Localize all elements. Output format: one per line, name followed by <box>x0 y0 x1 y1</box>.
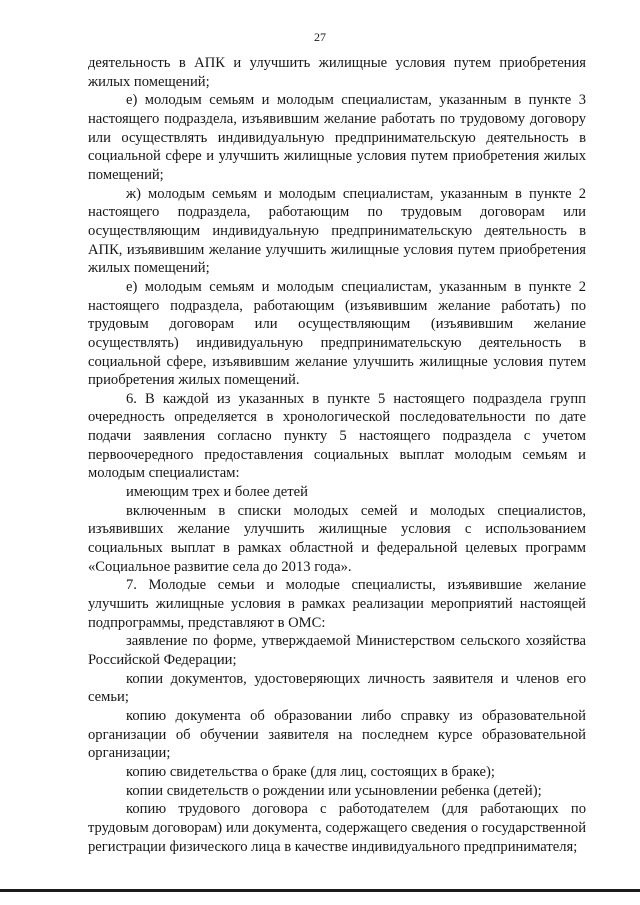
paragraph-birth-certificates: копии свидетельств о рождении или усыновлении ребенка (детей); <box>126 782 542 799</box>
paragraph-clause-7: 7. Молодые семьи и молодые специалисты, изъявившие желание улучшить жилищные условия в рамках реализации мероприятий настоящей подпрограммы, представляют в ОМС: <box>88 577 586 631</box>
paragraph-three-children: имеющим трех и более детей <box>126 484 308 501</box>
document-body <box>88 54 586 856</box>
bottom-rule <box>0 889 640 892</box>
paragraph-marriage-certificate: копию свидетельства о браке (для лиц, состоящих в браке); <box>126 763 495 780</box>
paragraph-application-form: заявление по форме, утверждаемой Министерством сельского хозяйства Российской Федерации; <box>88 633 586 668</box>
paragraph-clause-6: 6. В каждой из указанных в пункте 5 настоящего подраздела групп очередность определяется в хронологической последовательности по дате подачи заявления согласно пункту 5 настоящего подраздела с учетом первоочередного предоставления социальных выплат молодым семьям и молодым специалистам: <box>88 390 586 482</box>
page-number: 27 <box>314 30 326 44</box>
paragraph-item-zh: ж) молодым семьям и молодым специалистам, указанным в пункте 2 настоящего подраздела, работающим по трудовым договорам или осуществляющим индивидуальную предпринимательскую деятельность в АПК, изъявившим желание улучшить жилищные условия путем приобретения жилых помещений; <box>88 185 586 277</box>
paragraph-education-document: копию документа об образовании либо справку из образовательной организации об обучении заявителя на последнем курсе образовательной организации; <box>88 707 586 762</box>
paragraph-item-e-second: е) молодым семьям и молодым специалистам, указанным в пункте 2 настоящего подраздела, работающим (изъявившим желание работать) по трудовым договорам или осуществляющим (изъявившим желание осуществлять) индивидуальную предпринимательскую деятельность в социальной сфере, изъявившим желание улучшить жилищные условия путем приобретения жилых помещений. <box>88 278 586 389</box>
paragraph-included-in-lists: включенным в списки молодых семей и молодых специалистов, изъявивших желание улучшить жилищные условия с использованием социальных выплат в рамках областной и федеральной целевых программ «Социальное развитие села до 2013 года». <box>88 502 586 575</box>
paragraph-identity-copies: копии документов, удостоверяющих личность заявителя и членов его семьи; <box>88 670 586 706</box>
paragraph-employment-contract: копию трудового договора с работодателем (для работающих по трудовым договорам) или документа, содержащего сведения о государственной регистрации физического лица в качестве индивидуального предпринимателя; <box>88 801 586 855</box>
paragraph-continuation: деятельность в АПК и улучшить жилищные условия путем приобретения жилых помещений; <box>88 55 586 90</box>
paragraph-item-e-first: е) молодым семьям и молодым специалистам, указанным в пункте 3 настоящего подраздела, изъявившим желание работать по трудовому договору или осуществлять индивидуальную предпринимательскую деятельность в социальной сфере и улучшить жилищные условия путем приобретения жилых помещений; <box>88 92 586 183</box>
